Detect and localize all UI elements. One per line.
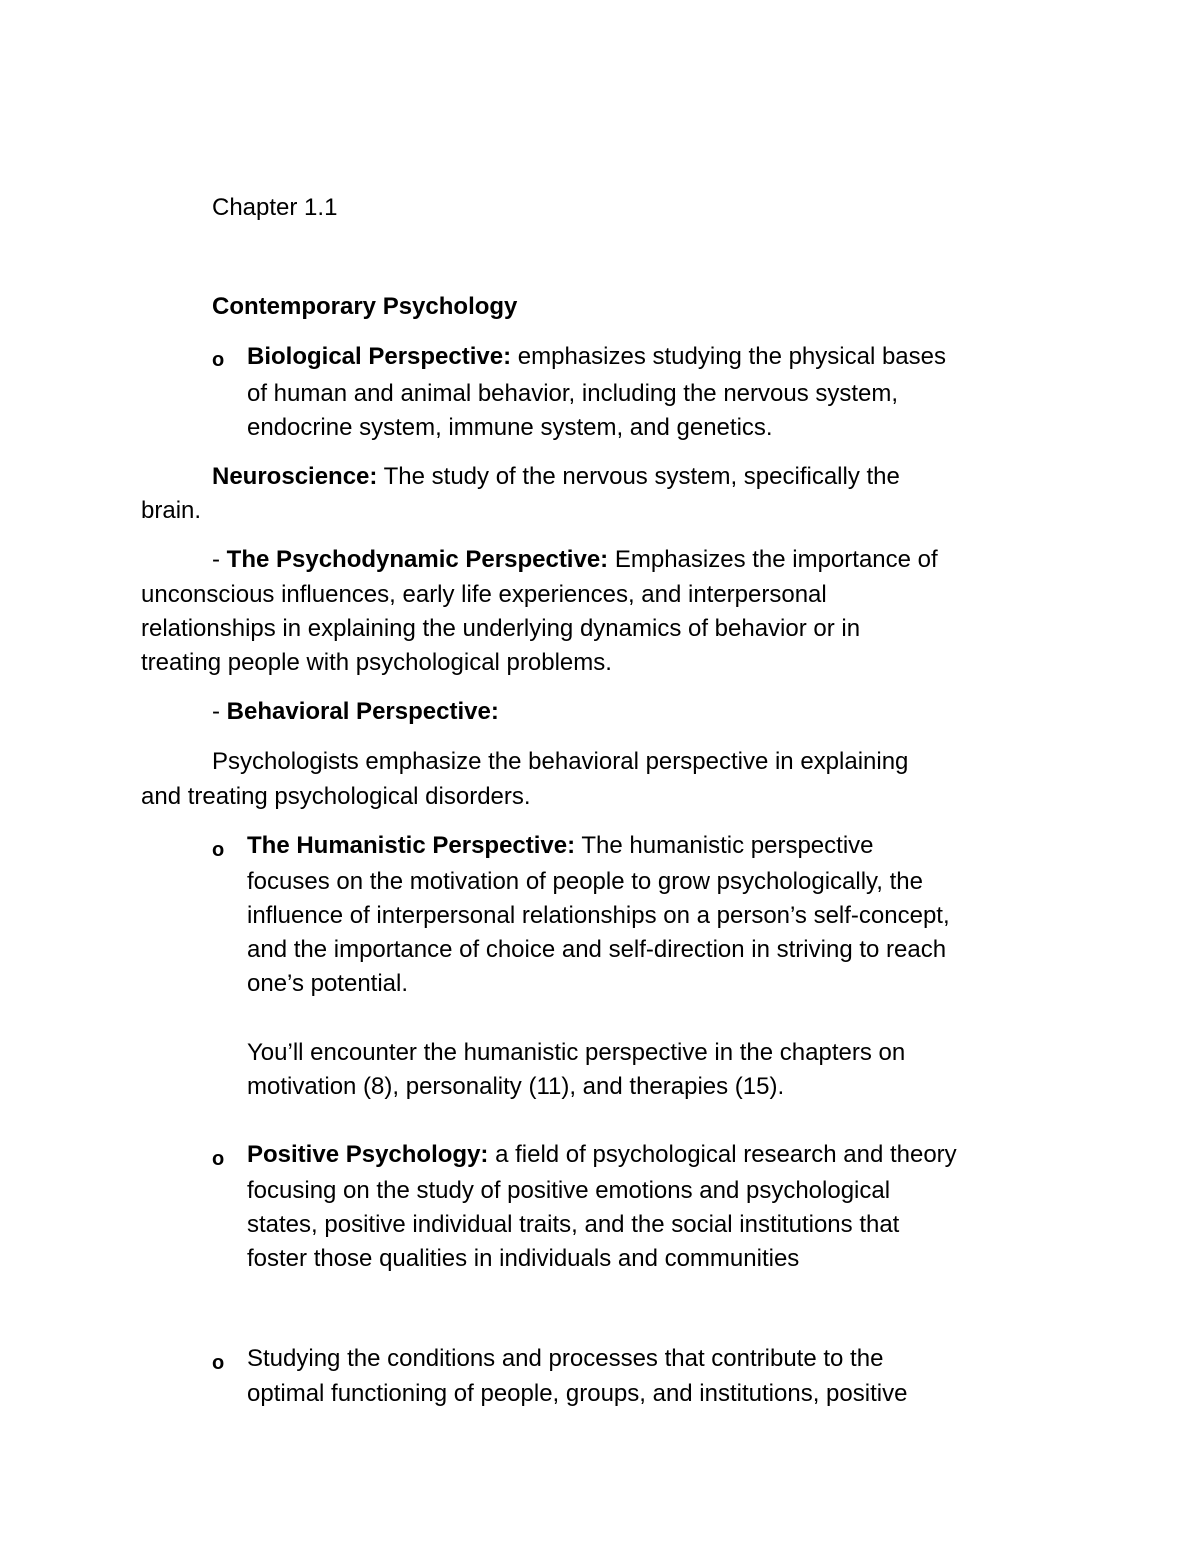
bullet-marker: o [212,839,225,861]
section-title: Contemporary Psychology [212,293,518,320]
positive-term: Positive Psychology: [247,1141,489,1168]
humanistic-note-line-2: motivation (8), personality (11), and therapies (15). [247,1073,785,1100]
positive-line-3: states, positive individual traits, and the social institutions that [247,1211,900,1238]
behavioral-line-2: and treating psychological disorders. [141,783,531,810]
chapter-heading: Chapter 1.1 [212,194,338,221]
humanistic-line-4: and the importance of choice and self-direction in striving to reach [247,936,947,963]
neuroscience-text: The study of the nervous system, specifically the [377,463,900,490]
psychodynamic-line-1 [212,543,938,577]
neuroscience-line-1 [212,460,900,494]
positive-text: a field of psychological research and theory [488,1141,957,1168]
neuroscience-term: Neuroscience: [212,463,378,490]
humanistic-line-3: influence of interpersonal relationships on a person’s self-concept, [247,902,950,929]
biological-line-3: endocrine system, immune system, and genetics. [247,414,773,441]
psychodynamic-line-2: unconscious influences, early life experiences, and interpersonal [141,581,827,608]
biological-term: Biological Perspective: [247,343,512,370]
bullet-marker: o [212,1352,225,1374]
humanistic-line-2: focuses on the motivation of people to grow psychologically, the [247,868,923,895]
neuroscience-line-2: brain. [141,497,202,524]
studying-line-2: optimal functioning of people, groups, and institutions, positive [247,1380,908,1407]
psychodynamic-line-4: treating people with psychological problems. [141,649,612,676]
studying-line-1: Studying the conditions and processes that contribute to the [247,1345,884,1372]
humanistic-text: The humanistic perspective [575,832,874,859]
bullet-marker: o [212,349,225,371]
humanistic-term: The Humanistic Perspective: [247,832,576,859]
psychodynamic-prefix: - [212,546,227,573]
biological-text: emphasizes studying the physical bases [511,343,946,370]
behavioral-prefix: - [212,698,227,725]
humanistic-note-line-1: You’ll encounter the humanistic perspective in the chapters on [247,1039,906,1066]
behavioral-heading [212,695,499,729]
psychodynamic-term: The Psychodynamic Perspective: [226,546,609,573]
psychodynamic-line-3: relationships in explaining the underlying dynamics of behavior or in [141,615,861,642]
positive-line-1 [247,1138,957,1172]
humanistic-line-1 [247,829,874,863]
positive-line-4: foster those qualities in individuals and communities [247,1245,800,1272]
behavioral-term: Behavioral Perspective: [226,698,499,725]
bullet-marker: o [212,1148,225,1170]
positive-line-2: focusing on the study of positive emotions and psychological [247,1177,891,1204]
biological-line-2: of human and animal behavior, including the nervous system, [247,380,899,407]
psychodynamic-text: Emphasizes the importance of [608,546,938,573]
humanistic-line-5: one’s potential. [247,970,409,997]
behavioral-line-1: Psychologists emphasize the behavioral perspective in explaining [212,748,909,775]
biological-line-1 [247,340,946,374]
